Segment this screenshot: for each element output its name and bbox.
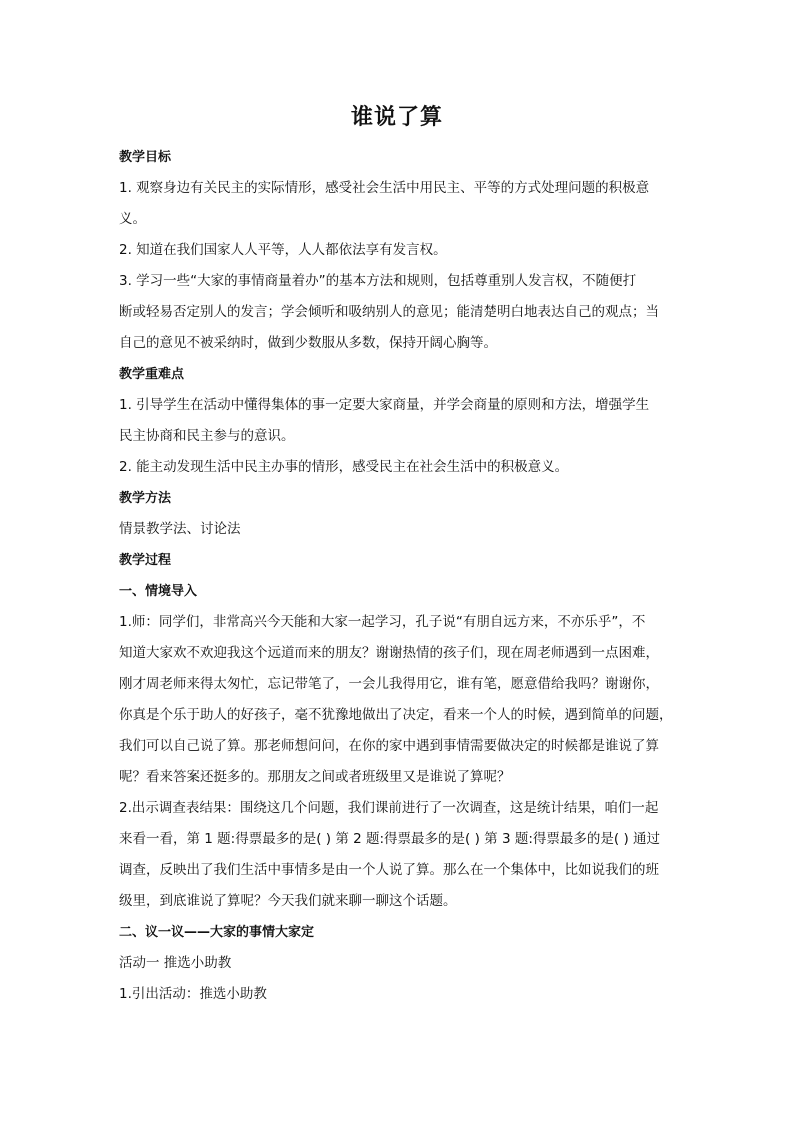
paragraph-line: 义。 bbox=[119, 211, 146, 227]
section-heading-key-points: 教学重难点 bbox=[119, 367, 185, 382]
subsection-heading-introduction: 一、情境导入 bbox=[119, 584, 198, 599]
paragraph-line: 1.师：同学们，非常高兴今天能和大家一起学习，孔子说“有朋自远方来，不亦乐乎”，不 bbox=[119, 614, 646, 630]
paragraph-line: 断或轻易否定别人的发言；学会倾听和吸纳别人的意见；能清楚明白地表达自己的观点；当 bbox=[119, 304, 659, 320]
paragraph-line: 1. 观察身边有关民主的实际情形，感受社会生活中用民主、平等的方式处理问题的积极意 bbox=[119, 180, 650, 196]
paragraph-line: 刚才周老师来得太匆忙，忘记带笔了，一会儿我得用它，谁有笔，愿意借给我吗？谢谢你， bbox=[119, 676, 659, 692]
section-heading-methods: 教学方法 bbox=[119, 491, 172, 506]
section-heading-process: 教学过程 bbox=[119, 553, 172, 568]
paragraph-line: 调查，反映出了我们生活中事情多是由一个人说了算。那么在一个集体中，比如说我们的班 bbox=[119, 862, 659, 878]
paragraph-line: 你真是个乐于助人的好孩子，毫不犹豫地做出了决定，看来一个人的时候，遇到简单的问题， bbox=[119, 707, 673, 723]
paragraph-line: 来看一看，第 1 题:得票最多的是( ) 第 2 题:得票最多的是( ) 第 3 题:得票最多的是( ) 通过 bbox=[119, 831, 661, 847]
paragraph-line: 2. 知道在我们国家人人平等，人人都依法享有发言权。 bbox=[119, 242, 447, 258]
paragraph-line: 3. 学习一些“大家的事情商量着办”的基本方法和规则，包括尊重别人发言权，不随便打 bbox=[119, 273, 637, 289]
paragraph-line: 知道大家欢不欢迎我这个远道而来的朋友？谢谢热情的孩子们，现在周老师遇到一点困难， bbox=[119, 645, 659, 661]
paragraph-line: 1. 引导学生在活动中懂得集体的事一定要大家商量，并学会商量的原则和方法，增强学生 bbox=[119, 397, 650, 413]
paragraph-line: 我们可以自己说了算。那老师想问问，在你的家中遇到事情需要做决定的时候都是谁说了算 bbox=[119, 738, 659, 754]
paragraph-line: 1.引出活动：推选小助教 bbox=[119, 986, 267, 1002]
paragraph-line: 级里，到底谁说了算呢？今天我们就来聊一聊这个话题。 bbox=[119, 893, 457, 909]
paragraph-line: 自己的意见不被采纳时，做到少数服从多数，保持开阔心胸等。 bbox=[119, 335, 497, 351]
paragraph-line: 2.出示调查表结果：围绕这几个问题，我们课前进行了一次调查，这是统计结果，咱们一起 bbox=[119, 800, 659, 816]
page-title: 谁说了算 bbox=[350, 105, 443, 130]
subsection-heading-discussion: 二、议一议——大家的事情大家定 bbox=[119, 925, 315, 940]
document-body bbox=[119, 142, 679, 1010]
paragraph-line: 呢？看来答案还挺多的。那朋友之间或者班级里又是谁说了算呢？ bbox=[119, 769, 511, 785]
paragraph-line: 活动一 推选小助教 bbox=[119, 955, 232, 971]
section-heading-objectives: 教学目标 bbox=[119, 150, 172, 165]
paragraph-line: 情景教学法、讨论法 bbox=[119, 521, 241, 537]
paragraph-line: 2. 能主动发现生活中民主办事的情形，感受民主在社会生活中的积极意义。 bbox=[119, 459, 569, 475]
paragraph-line: 民主协商和民主参与的意识。 bbox=[119, 428, 295, 444]
